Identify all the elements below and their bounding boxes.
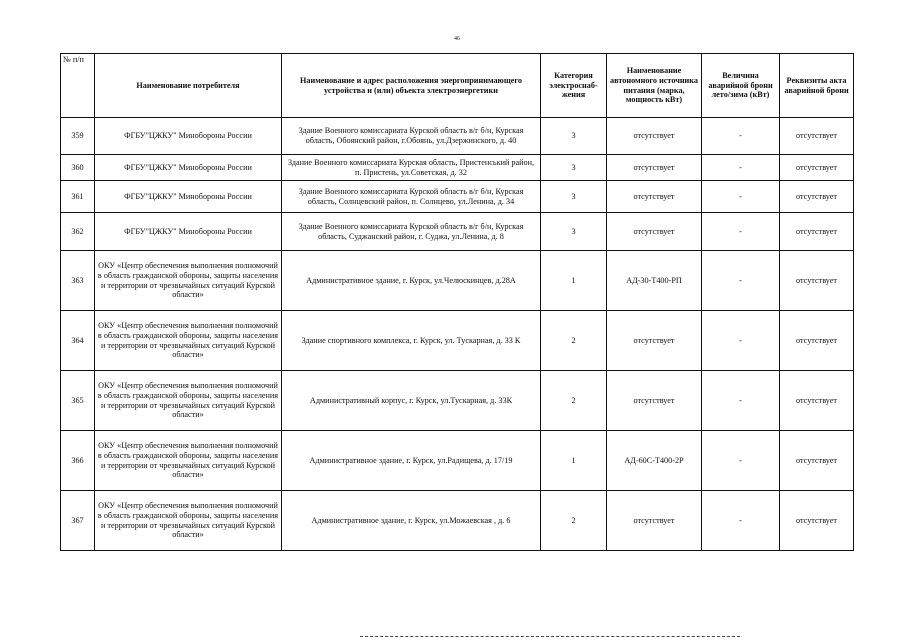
page-number: 46 <box>454 36 460 42</box>
row-number: 360 <box>61 155 95 181</box>
table-row <box>61 371 854 431</box>
act-details: отсутствует <box>780 371 854 431</box>
object-address: Здание спортивного комплекса, г. Курск, ул. Тускарная, д. 33 К <box>282 311 541 371</box>
table-row <box>61 431 854 491</box>
power-source: отсутствует <box>607 181 702 213</box>
reserve-value: - <box>702 181 780 213</box>
table-row <box>61 181 854 213</box>
supply-category: 2 <box>541 491 607 551</box>
reserve-value: - <box>702 311 780 371</box>
row-number: 367 <box>61 491 95 551</box>
reserve-value: - <box>702 491 780 551</box>
reserve-value: - <box>702 213 780 251</box>
header-number: № п/п <box>61 54 95 118</box>
consumer-name: ОКУ «Центр обеспечения выполнения полномочий в область гражданской обороны, защиты населения и территории от чрезвычайных ситуаций Курской области» <box>95 251 282 311</box>
row-number: 359 <box>61 118 95 155</box>
consumer-name: ОКУ «Центр обеспечения выполнения полномочий в область гражданской обороны, защиты населения и территории от чрезвычайных ситуаций Курской области» <box>95 491 282 551</box>
table-header-row <box>61 54 854 118</box>
table-row <box>61 251 854 311</box>
reserve-value: - <box>702 118 780 155</box>
table-row <box>61 213 854 251</box>
row-number: 362 <box>61 213 95 251</box>
header-address: Наименование и адрес расположения энергопринимающего устройства и (или) объекта электроэнергетики <box>282 54 541 118</box>
power-source: отсутствует <box>607 311 702 371</box>
supply-category: 3 <box>541 118 607 155</box>
supply-category: 1 <box>541 251 607 311</box>
consumer-name: ОКУ «Центр обеспечения выполнения полномочий в область гражданской обороны, защиты населения и территории от чрезвычайных ситуаций Курской области» <box>95 371 282 431</box>
supply-category: 2 <box>541 311 607 371</box>
power-source: АД-30-Т400-РП <box>607 251 702 311</box>
header-category: Категория электроснаб-жения <box>541 54 607 118</box>
header-consumer: Наименование потребителя <box>95 54 282 118</box>
act-details: отсутствует <box>780 118 854 155</box>
object-address: Административное здание, г. Курск, ул.Можаевская , д. 6 <box>282 491 541 551</box>
act-details: отсутствует <box>780 181 854 213</box>
reserve-value: - <box>702 155 780 181</box>
power-source: отсутствует <box>607 213 702 251</box>
object-address: Здание Военного комиссариата Курской область в/г б/н, Курская область, Обоянский район, г.Обоянь, ул.Дзержинского, д. 40 <box>282 118 541 155</box>
reserve-value: - <box>702 431 780 491</box>
power-source: отсутствует <box>607 155 702 181</box>
object-address: Административное здание, г. Курск, ул.Челюскинцев, д.28А <box>282 251 541 311</box>
table-row <box>61 155 854 181</box>
supply-category: 3 <box>541 155 607 181</box>
act-details: отсутствует <box>780 431 854 491</box>
supply-category: 1 <box>541 431 607 491</box>
act-details: отсутствует <box>780 491 854 551</box>
table-row <box>61 491 854 551</box>
table-row <box>61 118 854 155</box>
act-details: отсутствует <box>780 311 854 371</box>
act-details: отсутствует <box>780 251 854 311</box>
power-source: АД-60С-Т400-2Р <box>607 431 702 491</box>
object-address: Административный корпус, г. Курск, ул.Тускарная, д. 33К <box>282 371 541 431</box>
consumer-name: ОКУ «Центр обеспечения выполнения полномочий в область гражданской обороны, защиты населения и территории от чрезвычайных ситуаций Курской области» <box>95 431 282 491</box>
power-source: отсутствует <box>607 371 702 431</box>
row-number: 363 <box>61 251 95 311</box>
table-row <box>61 311 854 371</box>
header-power-source: Наименование автономного источника питания (марка, мощность кВт) <box>607 54 702 118</box>
object-address: Здание Военного комиссариата Курской область в/г б/н, Курская область, Солнцевский район, п. Солнцево, ул.Ленина, д. 34 <box>282 181 541 213</box>
consumer-name: ФГБУ"ЦЖКУ" Минобороны России <box>95 213 282 251</box>
consumer-name: ОКУ «Центр обеспечения выполнения полномочий в область гражданской обороны, защиты населения и территории от чрезвычайных ситуаций Курской области» <box>95 311 282 371</box>
reserve-value: - <box>702 371 780 431</box>
supply-category: 2 <box>541 371 607 431</box>
header-act-details: Реквизиты акта аварийной брони <box>780 54 854 118</box>
consumer-name: ФГБУ"ЦЖКУ" Минобороны России <box>95 155 282 181</box>
row-number: 361 <box>61 181 95 213</box>
object-address: Здание Военного комиссариата Курская область, Пристенський район, п. Пристень, ул.Советская, д. 32 <box>282 155 541 181</box>
consumer-name: ФГБУ"ЦЖКУ" Минобороны России <box>95 118 282 155</box>
row-number: 366 <box>61 431 95 491</box>
object-address: Административное здание, г. Курск, ул.Радищева, д. 17/19 <box>282 431 541 491</box>
act-details: отсутствует <box>780 213 854 251</box>
power-source: отсутствует <box>607 118 702 155</box>
consumers-table <box>60 53 854 551</box>
supply-category: 3 <box>541 181 607 213</box>
header-reserve-value: Величина аварийной брони лето/зима (кВт) <box>702 54 780 118</box>
power-source: отсутствует <box>607 491 702 551</box>
act-details: отсутствует <box>780 155 854 181</box>
reserve-value: - <box>702 251 780 311</box>
row-number: 364 <box>61 311 95 371</box>
supply-category: 3 <box>541 213 607 251</box>
object-address: Здание Военного комиссариата Курской область в/г б/н, Курская область, Суджанский район, г. Суджа, ул.Ленина, д. 8 <box>282 213 541 251</box>
consumer-name: ФГБУ"ЦЖКУ" Минобороны России <box>95 181 282 213</box>
row-number: 365 <box>61 371 95 431</box>
scan-bottom-edge <box>360 636 740 637</box>
